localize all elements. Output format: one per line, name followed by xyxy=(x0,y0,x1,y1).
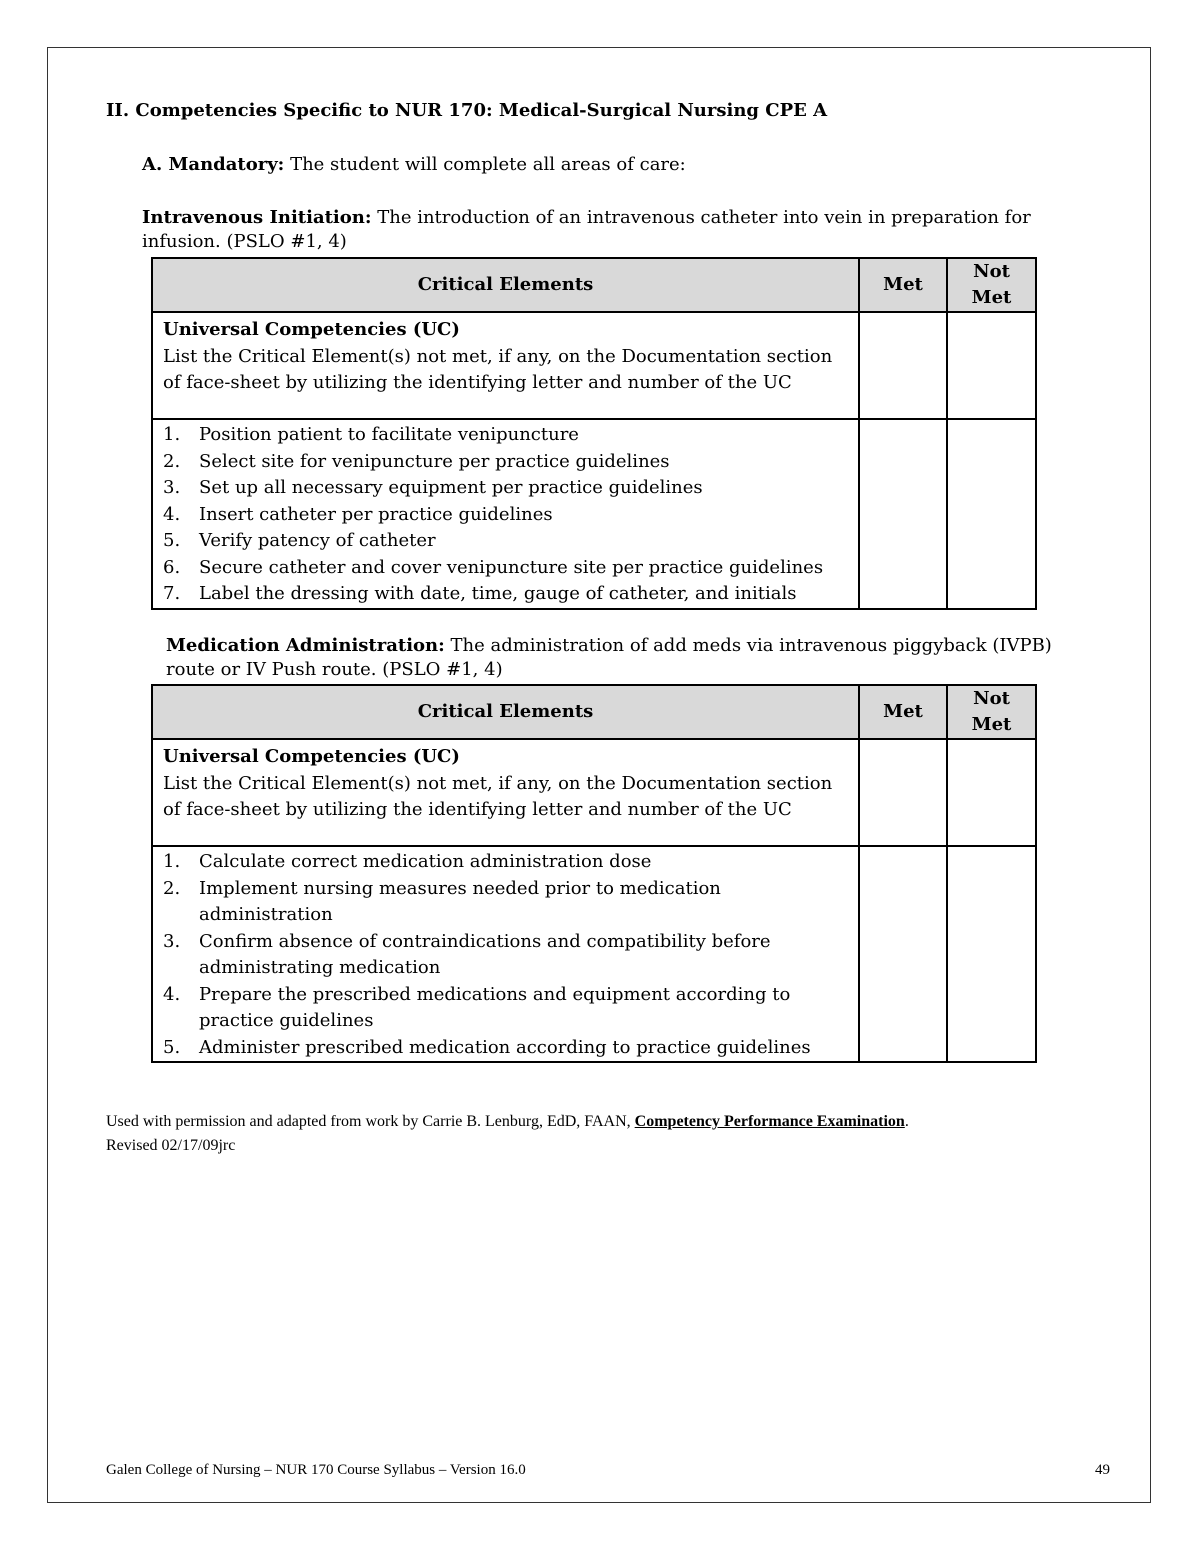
uc-text: List the Critical Element(s) not met, if any, on the Documentation section of face-sheet by utilizing the identifying letter and number of the UC xyxy=(163,345,833,393)
steps-list xyxy=(153,420,858,608)
attribution-suffix: . xyxy=(904,1113,909,1130)
item-number: 2. xyxy=(163,877,181,899)
critical-elements-table-med-admin xyxy=(151,684,1037,1063)
item-number: 4. xyxy=(163,503,181,525)
item-text: Prepare the prescribed medications and equipment according to practice guidelines xyxy=(199,983,791,1031)
item-number: 5. xyxy=(163,530,181,551)
item-text: Verify patency of catheter xyxy=(199,530,436,551)
list-item xyxy=(163,849,852,876)
header-met: Met xyxy=(859,685,947,739)
not-met-cell[interactable] xyxy=(947,846,1036,1062)
intravenous-initiation-intro xyxy=(142,206,1082,254)
header-met: Met xyxy=(859,258,947,312)
list-item xyxy=(163,555,852,582)
list-item xyxy=(163,528,852,555)
item-text: Confirm absence of contraindications and compatibility before administrating medication xyxy=(199,930,771,978)
item-text: Insert catheter per practice guidelines xyxy=(199,503,553,525)
item-number: 5. xyxy=(163,1036,181,1058)
table-header-row xyxy=(152,258,1036,312)
item-text: Secure catheter and cover venipuncture site per practice guidelines xyxy=(199,556,824,578)
table-row-universal-competencies xyxy=(152,312,1036,419)
item-text: Select site for venipuncture per practice guidelines xyxy=(199,450,670,472)
met-cell[interactable] xyxy=(859,739,947,846)
item-text: Position patient to facilitate venipuncture xyxy=(199,424,579,445)
uc-title: Universal Competencies (UC) xyxy=(163,319,460,340)
list-item xyxy=(163,475,852,502)
uc-cell xyxy=(152,312,859,419)
list-item xyxy=(163,502,852,529)
item-text: Administer prescribed medication according to practice guidelines xyxy=(199,1036,811,1058)
item-text: Calculate correct medication administration dose xyxy=(199,851,652,872)
footer-text: Galen College of Nursing – NUR 170 Course Syllabus – Version 16.0 xyxy=(106,1462,526,1478)
list-item xyxy=(163,929,852,982)
table-row-universal-competencies xyxy=(152,739,1036,846)
steps-cell xyxy=(152,846,859,1062)
list-item xyxy=(163,982,852,1035)
item-text: Set up all necessary equipment per practice guidelines xyxy=(199,477,703,498)
medication-administration-intro xyxy=(166,634,1106,682)
list-item xyxy=(163,1035,852,1062)
intro-label: Medication Administration: xyxy=(166,635,445,656)
uc-text: List the Critical Element(s) not met, if any, on the Documentation section of face-sheet by utilizing the identifying letter and number of the UC xyxy=(163,772,833,820)
critical-elements-table-iv-initiation xyxy=(151,257,1037,610)
not-met-cell[interactable] xyxy=(947,312,1036,419)
page-number: 49 xyxy=(1095,1462,1110,1478)
section-heading: II. Competencies Specific to NUR 170: Medical-Surgical Nursing CPE A xyxy=(106,100,828,121)
list-item xyxy=(163,422,852,449)
item-number: 3. xyxy=(163,930,181,952)
header-not-met: Not Met xyxy=(947,258,1036,312)
item-number: 1. xyxy=(163,851,181,872)
attribution-line xyxy=(106,1110,909,1134)
met-cell[interactable] xyxy=(859,312,947,419)
list-item xyxy=(163,876,852,929)
header-critical-elements: Critical Elements xyxy=(152,258,859,312)
item-number: 2. xyxy=(163,450,181,472)
list-item xyxy=(163,581,852,608)
intro-text: The administration of add meds via intravenous piggyback (IVPB) route or IV Push route. (PSLO #1, 4) xyxy=(166,635,1052,680)
revised-line: Revised 02/17/09jrc xyxy=(106,1137,236,1154)
intro-label: Intravenous Initiation: xyxy=(142,207,372,228)
table-row-critical-elements xyxy=(152,419,1036,609)
uc-title: Universal Competencies (UC) xyxy=(163,746,460,767)
cpe-link[interactable]: Competency Performance Examination xyxy=(634,1113,905,1130)
mandatory-text: The student will complete all areas of care: xyxy=(284,154,686,175)
item-number: 1. xyxy=(163,424,181,445)
met-cell[interactable] xyxy=(859,419,947,609)
item-number: 6. xyxy=(163,556,181,578)
mandatory-label: A. Mandatory: xyxy=(142,154,285,175)
mandatory-line xyxy=(142,154,686,175)
not-met-cell[interactable] xyxy=(947,419,1036,609)
item-number: 3. xyxy=(163,477,181,498)
steps-list xyxy=(153,847,858,1061)
list-item xyxy=(163,449,852,476)
item-text: Implement nursing measures needed prior to medication administration xyxy=(199,877,721,925)
table-header-row xyxy=(152,685,1036,739)
item-number: 4. xyxy=(163,983,181,1005)
header-not-met: Not Met xyxy=(947,685,1036,739)
item-text: Label the dressing with date, time, gauge of catheter, and initials xyxy=(199,583,797,604)
uc-cell xyxy=(152,739,859,846)
table-row-critical-elements xyxy=(152,846,1036,1062)
attribution xyxy=(106,1110,909,1158)
intro-text: The introduction of an intravenous catheter into vein in preparation for infusion. (PSLO #1, 4) xyxy=(142,207,1031,252)
not-met-cell[interactable] xyxy=(947,739,1036,846)
header-critical-elements: Critical Elements xyxy=(152,685,859,739)
attribution-prefix: Used with permission and adapted from work by Carrie B. Lenburg, EdD, FAAN, xyxy=(106,1113,635,1130)
steps-cell xyxy=(152,419,859,609)
met-cell[interactable] xyxy=(859,846,947,1062)
item-number: 7. xyxy=(163,583,181,604)
